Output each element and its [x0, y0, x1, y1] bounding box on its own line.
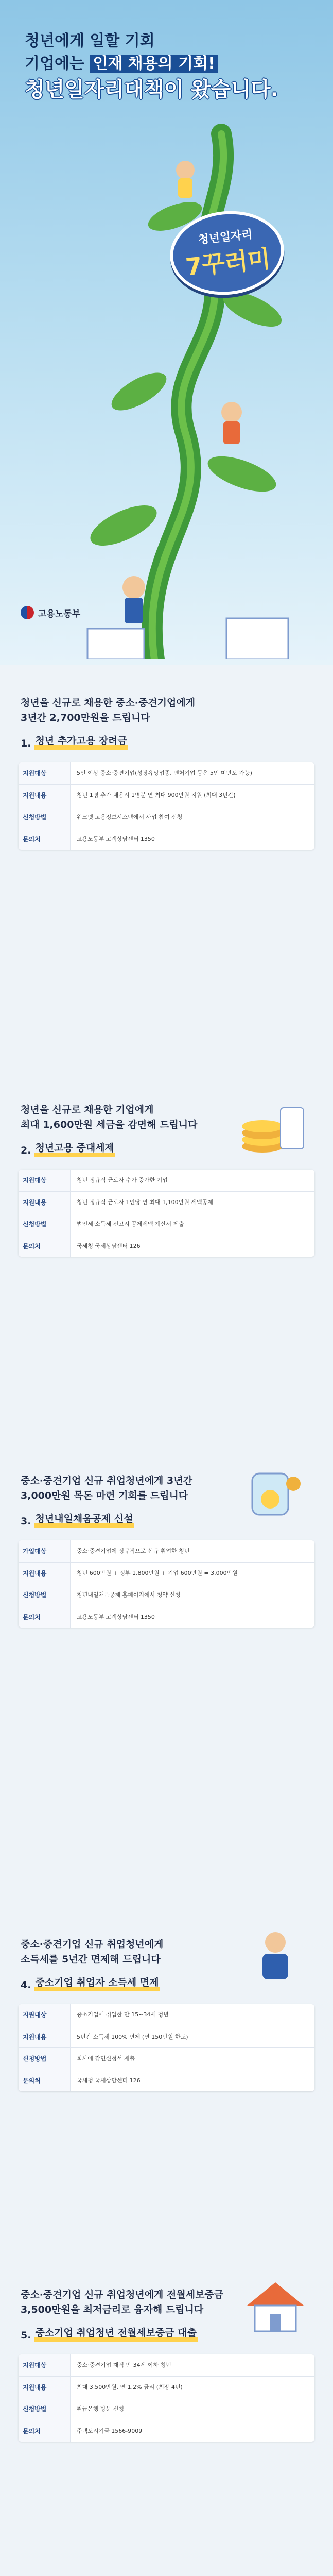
info-row [19, 2070, 314, 2092]
section-2-num: 2. [21, 1144, 31, 1156]
row-key: 지원대상 [19, 1170, 71, 1191]
row-key: 지원내용 [19, 1192, 71, 1213]
row-value: 5인 이상 중소·중견기업(성장유망업종, 벤처기업 등은 5인 미만도 가능) [77, 770, 252, 776]
row-value: 5년간 소득세 100% 면제 (연 150만원 한도) [77, 2033, 188, 2040]
info-row [19, 828, 314, 850]
row-key: 지원대상 [19, 2354, 71, 2376]
section-1-title-text: 청년 추가고용 장려금 [34, 737, 128, 750]
row-value: 중소·중견기업 재직 만 34세 이하 청년 [77, 2362, 171, 2368]
row-key: 지원내용 [19, 785, 71, 806]
row-value: 고용노동부 고객상담센터 1350 [77, 1613, 155, 1620]
row-value: 청년 600만원 + 정부 1,800만원 + 기업 600만원 = 3,000만원 [77, 1569, 238, 1577]
worker-illustration [242, 1927, 309, 1984]
coins-illustration [232, 1097, 309, 1159]
section-1-intro [21, 696, 195, 725]
row-value: 고용노동부 고객상담센터 1350 [77, 835, 155, 842]
section-3-intro-line1: 중소·중견기업 신규 취업청년에게 3년간 [21, 1475, 192, 1486]
row-value: 취급은행 방문 신청 [77, 2405, 125, 2413]
section-2-intro-line2: 최대 1,600만원 세금을 감면해 드립니다 [21, 1118, 198, 1130]
row-key: 지원내용 [19, 1563, 71, 1584]
info-row [19, 762, 314, 785]
section-5-num: 5. [21, 2329, 31, 2341]
row-key: 지원대상 [19, 2004, 71, 2026]
section-4-intro [21, 1937, 163, 1967]
section-2-intro [21, 1103, 198, 1132]
row-value: 국세청 국세상담센터 126 [77, 2077, 141, 2084]
section-4-card [19, 2004, 314, 2091]
info-row [19, 785, 314, 807]
info-row [19, 2398, 314, 2420]
row-key: 지원내용 [19, 2377, 71, 2398]
hero-line3: 청년일자리대책이 왔습니다. [25, 78, 278, 101]
beanstalk-illustration [77, 124, 293, 659]
row-value: 최대 3,500만원, 연 1.2% 금리 (최장 4년) [77, 2383, 183, 2391]
row-key: 문의처 [19, 828, 71, 850]
section-1-title [21, 737, 128, 750]
section-2-card [19, 1170, 314, 1257]
section-1-num: 1. [21, 737, 31, 749]
section-1 [0, 680, 333, 1082]
row-key: 가입대상 [19, 1540, 71, 1562]
section-4-title-text: 중소기업 취업자 소득세 면제 [34, 1978, 160, 1991]
row-key: 신청방법 [19, 806, 71, 828]
ministry-logo [21, 606, 80, 619]
hero-banner [0, 0, 333, 665]
row-key: 문의처 [19, 1606, 71, 1628]
section-3-intro [21, 1473, 192, 1503]
taegeuk-icon [21, 606, 34, 619]
section-5 [0, 2277, 333, 2576]
hero-badge-line2: 7꾸러미 [184, 244, 272, 281]
info-row [19, 1606, 314, 1628]
section-3-title-text: 청년내일채움공제 신설 [34, 1515, 134, 1528]
info-row [19, 2026, 314, 2048]
section-1-intro-line1: 청년을 신규로 채용한 중소·중견기업에게 [21, 697, 196, 708]
info-row [19, 1540, 314, 1563]
info-row [19, 1170, 314, 1192]
section-3-num: 3. [21, 1515, 31, 1527]
info-row [19, 2420, 314, 2442]
row-value: 주택도시기금 1566-9009 [77, 2427, 143, 2434]
ministry-name: 고용노동부 [38, 608, 81, 619]
section-5-intro [21, 2287, 223, 2317]
section-4-intro-line2: 소득세를 5년간 면제해 드립니다 [21, 1953, 161, 1965]
section-1-card [19, 762, 314, 850]
row-key: 신청방법 [19, 1213, 71, 1235]
section-5-card [19, 2354, 314, 2442]
row-value: 중소기업에 취업한 만 15~34세 청년 [77, 2011, 169, 2018]
info-row [19, 2354, 314, 2377]
hero-badge-line1: 청년일자리 [197, 228, 253, 247]
hero-headline [25, 30, 278, 105]
row-value: 법인세·소득세 신고시 공제세액 계산서 제출 [77, 1221, 184, 1228]
section-3-intro-line2: 3,000만원 목돈 마련 기회를 드립니다 [21, 1489, 188, 1501]
info-row [19, 1584, 314, 1606]
row-key: 문의처 [19, 2070, 71, 2092]
row-key: 신청방법 [19, 2048, 71, 2070]
info-row [19, 1192, 314, 1214]
row-value: 국세청 국세상담센터 126 [77, 1242, 141, 1249]
row-value: 회사에 감면신청서 제출 [77, 2055, 135, 2062]
section-2-title [21, 1144, 115, 1157]
section-1-intro-line2: 3년간 2,700만원을 드립니다 [21, 711, 150, 723]
info-row [19, 2048, 314, 2070]
section-4 [0, 1927, 333, 2267]
hero-line1: 청년에게 일할 기회 [25, 32, 155, 50]
row-key: 문의처 [19, 2420, 71, 2442]
row-key: 신청방법 [19, 2398, 71, 2420]
section-5-title-text: 중소기업 취업청년 전월세보증금 대출 [34, 2329, 198, 2342]
house-illustration [242, 2277, 309, 2334]
row-key: 문의처 [19, 1235, 71, 1257]
hero-line2-highlight: 인재 채용의 기회! [90, 55, 218, 73]
info-row [19, 2377, 314, 2399]
section-4-num: 4. [21, 1979, 31, 1991]
section-5-intro-line1: 중소·중견기업 신규 취업청년에게 전월세보증금 [21, 2289, 224, 2300]
info-row [19, 1235, 314, 1257]
section-3-card [19, 1540, 314, 1628]
info-row [19, 1213, 314, 1235]
section-4-intro-line1: 중소·중견기업 신규 취업청년에게 [21, 1939, 164, 1950]
row-value: 청년 1명 추가 채용시 1명분 연 최대 900만원 지원 (최대 3년간) [77, 791, 236, 799]
section-5-title [21, 2329, 198, 2342]
savings-jar-illustration [242, 1463, 309, 1520]
row-key: 지원대상 [19, 762, 71, 784]
hero-line2 [25, 53, 278, 75]
section-2-intro-line1: 청년을 신규로 채용한 기업에게 [21, 1104, 154, 1115]
row-value: 중소·중견기업에 정규직으로 신규 취업한 청년 [77, 1548, 190, 1554]
row-value: 청년내일채움공제 홈페이지에서 청약 신청 [77, 1591, 181, 1599]
info-row [19, 1563, 314, 1585]
section-2-title-text: 청년고용 증대세제 [34, 1144, 115, 1157]
section-3-title [21, 1515, 134, 1528]
section-3 [0, 1463, 333, 1917]
hero-line2-prefix: 기업에는 [25, 54, 90, 73]
row-value: 워크넷 고용정보시스템에서 사업 참여 신청 [77, 814, 183, 821]
row-value: 청년 정규직 근로자 수가 증가한 기업 [77, 1177, 168, 1183]
info-row [19, 806, 314, 828]
section-2 [0, 1092, 333, 1453]
info-row [19, 2004, 314, 2026]
section-4-title [21, 1978, 160, 1991]
row-key: 신청방법 [19, 1584, 71, 1606]
row-key: 지원내용 [19, 2026, 71, 2048]
section-5-intro-line2: 3,500만원을 최저금리로 융자해 드립니다 [21, 2303, 204, 2315]
row-value: 청년 정규직 근로자 1인당 연 최대 1,100만원 세액공제 [77, 1198, 213, 1206]
